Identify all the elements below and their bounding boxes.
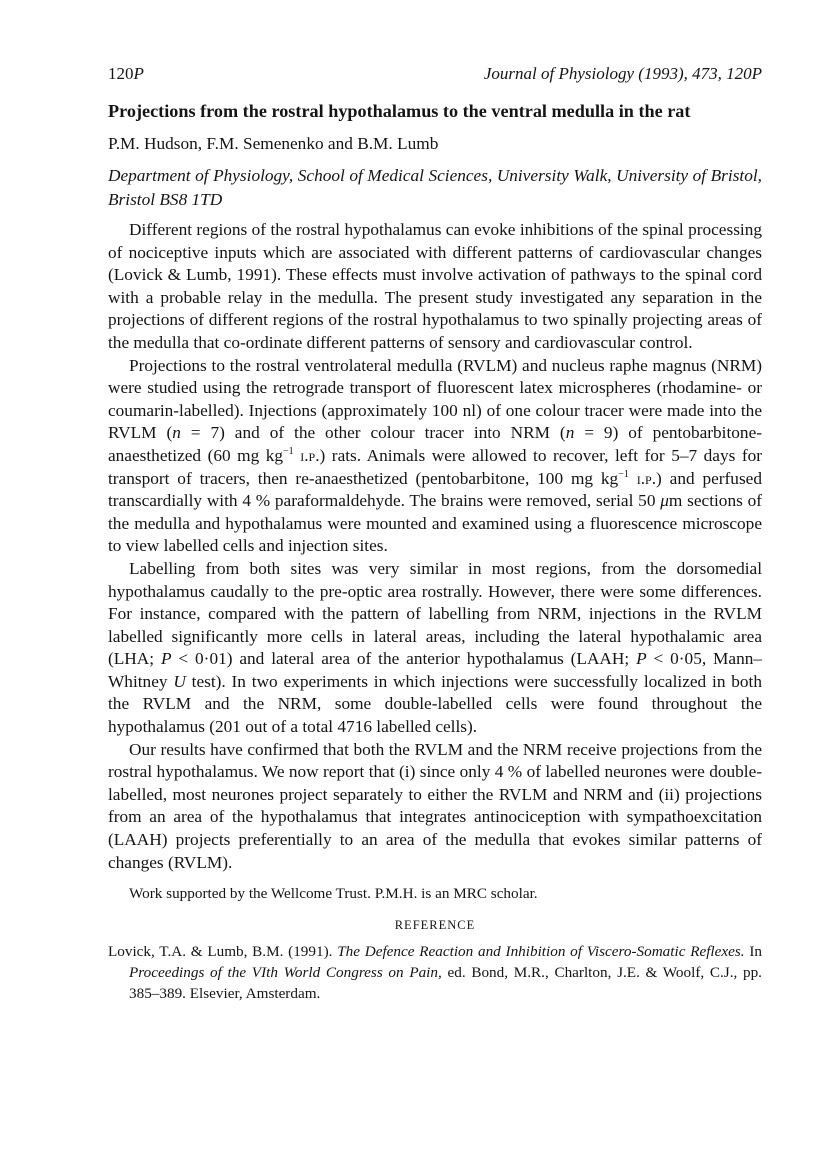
journal-page (108, 62, 762, 1004)
acknowledgement: Work supported by the Wellcome Trust. P.M.H. is an MRC scholar. (129, 885, 538, 903)
body-paragraph-3: Labelling from both sites was very similar in most regions, from the dorsomedial hypothalamus caudally to the pre-optic area rostrally. However, there were some differences. For instance, compared with the pattern of labelling from NRM, injections in the RVLM labelled significantly more cells in lateral areas, including the lateral hypothalamic area (LHA; P < 0·01) and lateral area of the anterior hypothalamus (LAAH; P < 0·05, Mann–Whitney U test). In two experiments in which injections were successfully localized in both the RVLM and the NRM, some double-labelled cells were found throughout the hypothalamus (201 out of a total 4716 labelled cells). (108, 558, 763, 737)
reference-item: Lovick, T.A. & Lumb, B.M. (1991). The Defence Reaction and Inhibition of Viscero-Somatic Reflexes. In Proceedings of the VIth World Congress on Pain, ed. Bond, M.R., Charlton, J.E. & Woolf, C.J., pp. 385–389. Elsevier, Amsterdam. (108, 943, 763, 1003)
body-paragraph-4: Our results have confirmed that both the RVLM and the NRM receive projections from the rostral hypothalamus. We now report that (i) since only 4 % of labelled neurones were double-labelled, most neurones project separately to either the RVLM and NRM and (ii) projections from an area of the hypothalamus that integrates antinociception with sympathoexcitation (LAAH) projects preferentially to an area of the medulla that evokes similar patterns of changes (RVLM). (108, 739, 762, 872)
running-header (108, 62, 762, 86)
article-title: Projections from the rostral hypothalamus to the ventral medulla in the rat (108, 101, 691, 121)
author-affiliation: Department of Physiology, School of Medical Sciences, University Walk, University of Bristol, Bristol BS8 1TD (108, 166, 762, 209)
body-paragraph-2: Projections to the rostral ventrolateral medulla (RVLM) and nucleus raphe magnus (NRM) were studied using the retrograde transport of fluorescent latex microspheres (rhodamine- or coumarin-labelled). Injections (approximately 100 nl) of one colour tracer were made into the RVLM (n = 7) and of the other colour tracer into NRM (n = 9) of pentobarbitone-anaesthetized (60 mg $kg^{-1}$ i.p.) rats. Animals were allowed to recover, left for 5–7 days for transport of tracers, then re-anaesthetized (pentobarbitone, 100 mg $kg^{-1}$ i.p.) and perfused transcardially with 4 % paraformaldehyde. The brains were removed, serial 50 μm sections of the medulla and hypothalamus were mounted and examined using a fluorescence microscope to view labelled cells and injection sites. (108, 355, 762, 556)
journal-citation: Journal of Physiology (1993), 473, 120P (483, 64, 762, 83)
article-authors: P.M. Hudson, F.M. Semenenko and B.M. Lumb (108, 134, 439, 153)
page-number: 120P (108, 64, 144, 83)
body-paragraph-1: Different regions of the rostral hypothalamus can evoke inhibitions of the spinal processing of nociceptive inputs which are associated with different patterns of cardiovascular changes (Lovick & Lumb, 1991). These effects must involve activation of pathways to the spinal cord with a probable relay in the medulla. The present study investigated any separation in the projections of different regions of the rostral hypothalamus to two spinally projecting areas of the medulla that co-ordinate different patterns of sensory and cardiovascular control. (108, 220, 762, 352)
references-heading: REFERENCE (394, 918, 476, 933)
